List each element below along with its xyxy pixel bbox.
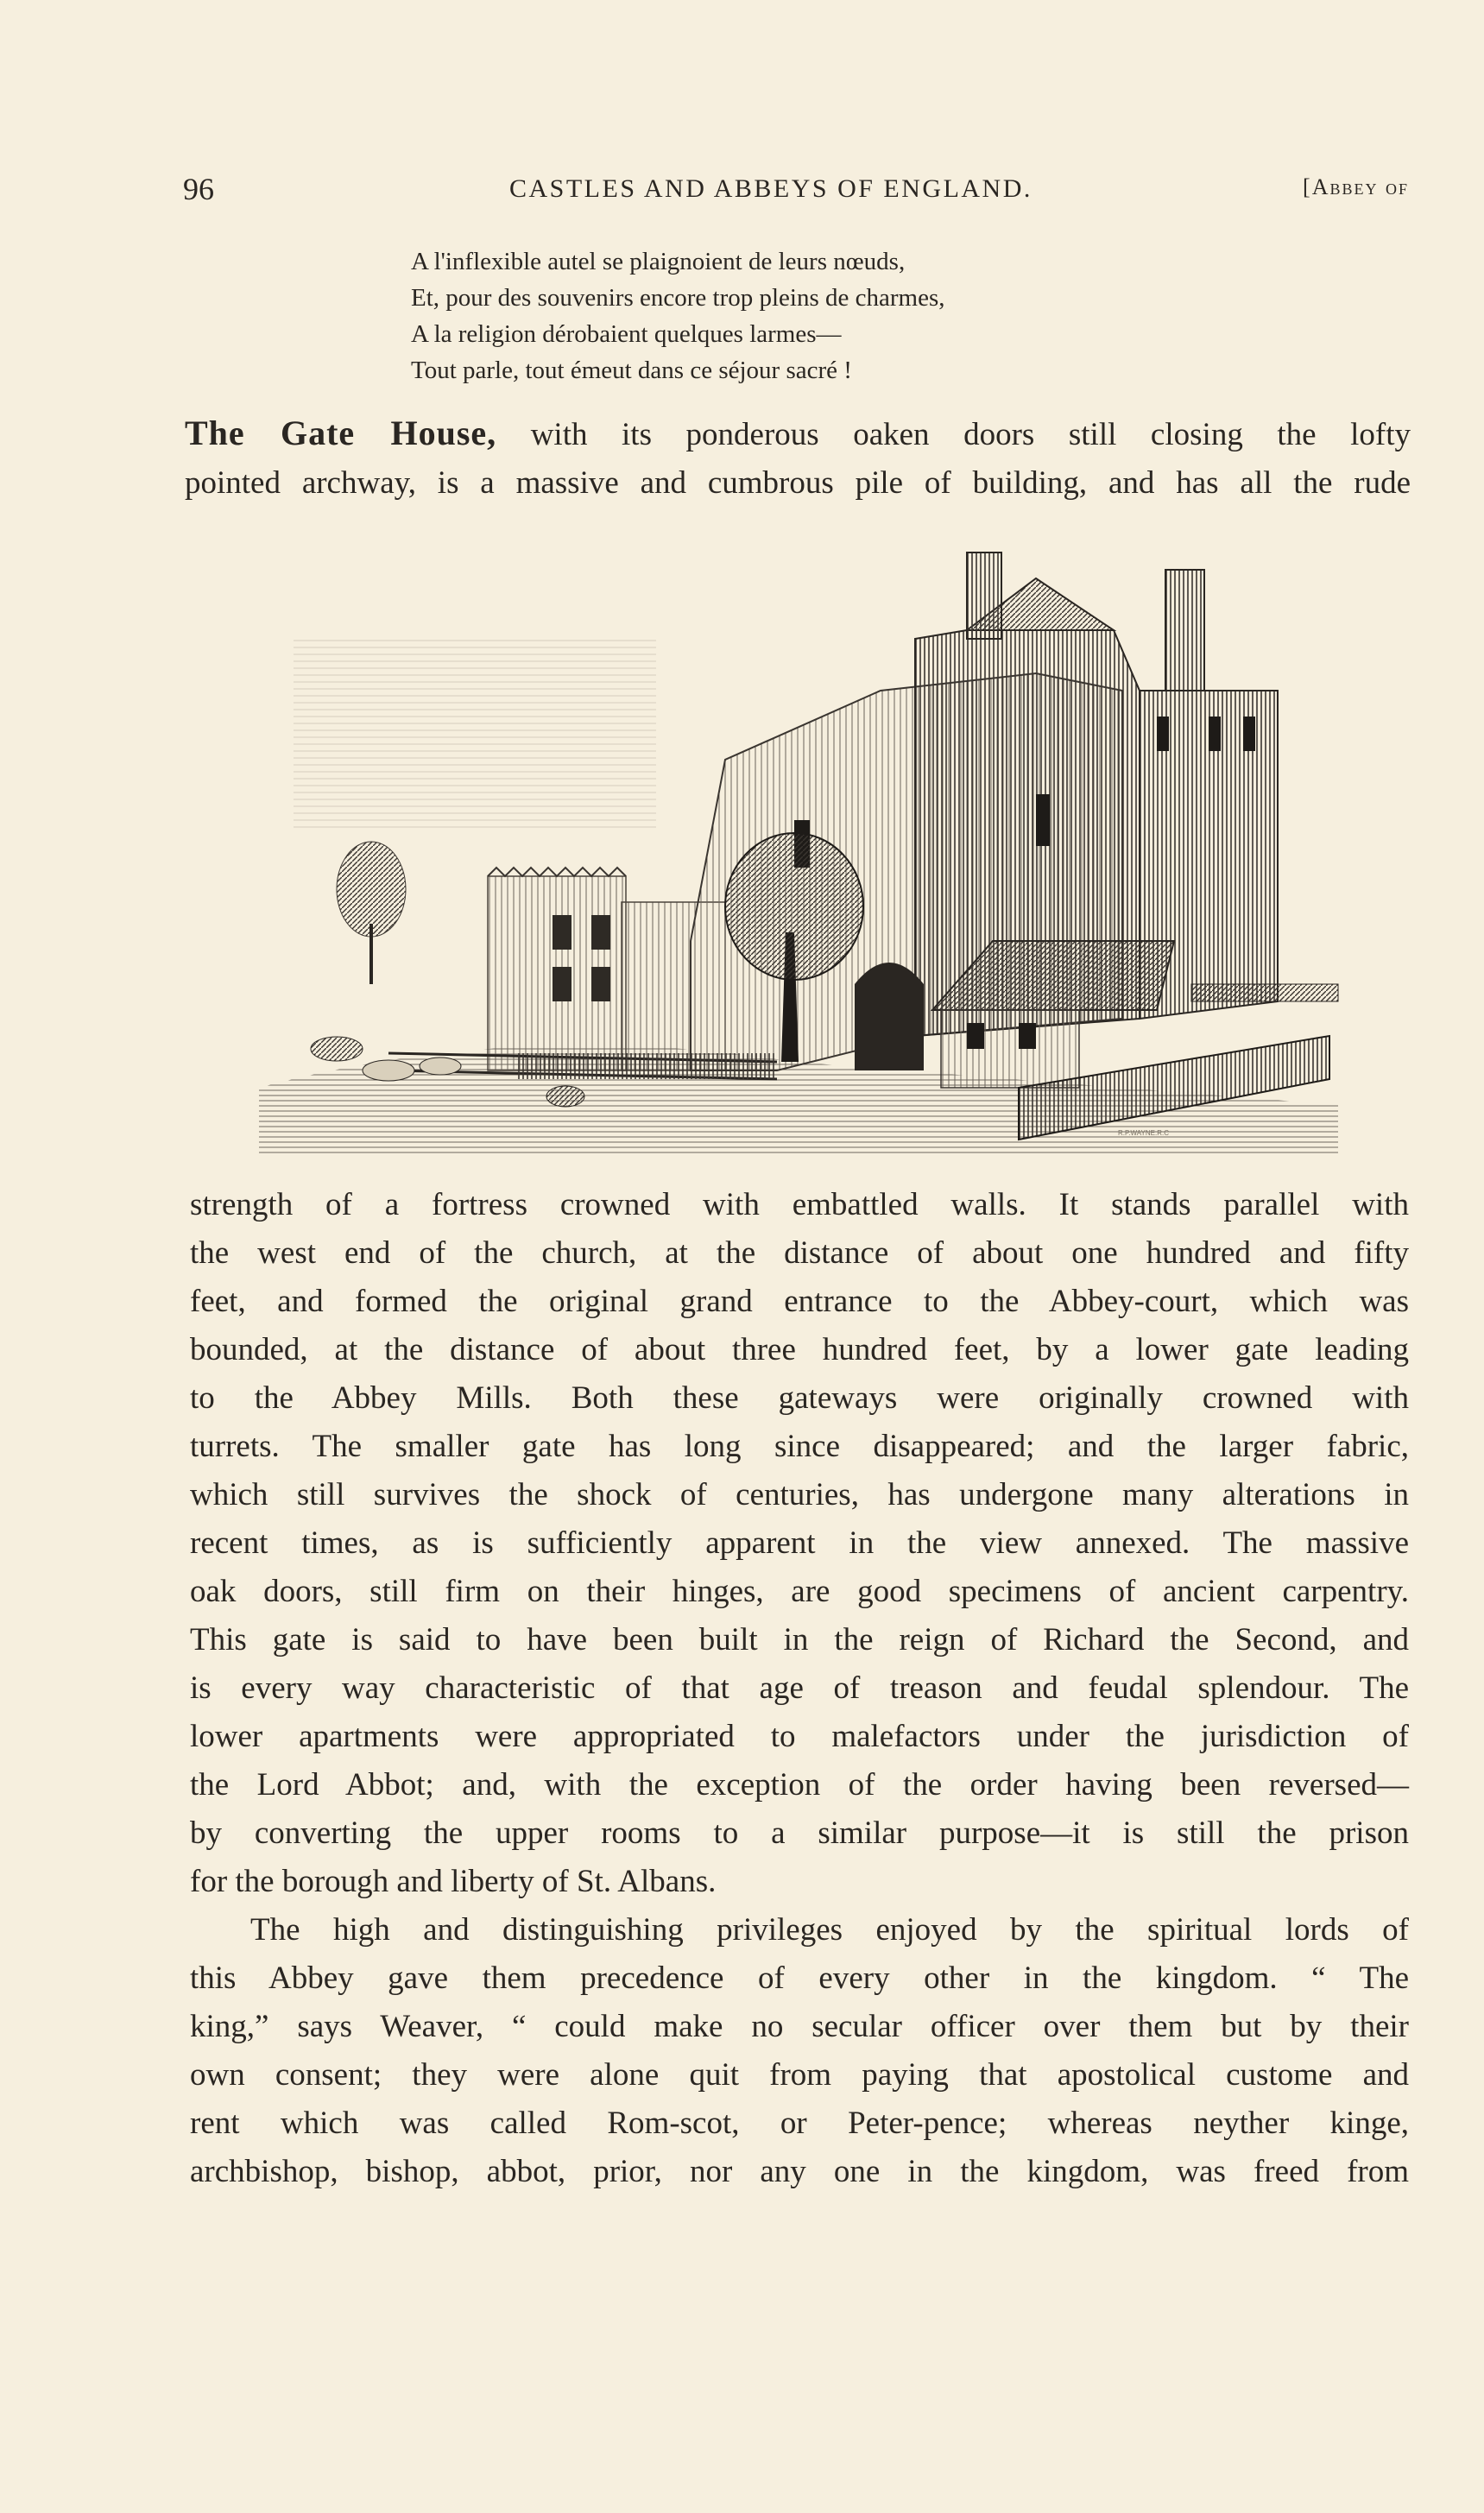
verse-line: Tout parle, tout émeut dans ce séjour sacré ! <box>411 357 852 384</box>
text-line: This gate is said to have been built in the reign of Richard the Second, and <box>190 1622 1409 1657</box>
text-line: archbishop, bishop, abbot, prior, nor any one in the kingdom, was freed from <box>190 2154 1409 2189</box>
text-line: feet, and formed the original grand entrance to the Abbey-court, which was <box>190 1284 1409 1319</box>
page-header <box>183 171 1409 223</box>
text-line: is every way characteristic of that age of treason and feudal splendour. The <box>190 1670 1409 1706</box>
text-line: to the Abbey Mills. Both these gateways were originally crowned with <box>190 1380 1409 1416</box>
text-line: oak doors, still firm on their hinges, are good specimens of ancient carpentry. <box>190 1574 1409 1609</box>
text-line: the west end of the church, at the distance of about one hundred and fifty <box>190 1235 1409 1271</box>
text-line: which still survives the shock of centuries, has undergone many alterations in <box>190 1477 1409 1512</box>
verse-line: A l'inflexible autel se plaignoient de leurs nœuds, <box>411 248 906 275</box>
intro-line-2: pointed archway, is a massive and cumbrous pile of building, and has all the rude <box>185 465 1411 501</box>
body-text <box>190 1181 1409 2196</box>
text-line: own consent; they were alone quit from paying that apostolical custome and <box>190 2057 1409 2093</box>
engraving-image <box>259 535 1381 1157</box>
running-title: CASTLES AND ABBEYS OF ENGLAND. <box>509 174 1032 203</box>
text-line: bounded, at the distance of about three hundred feet, by a lower gate leading <box>190 1332 1409 1367</box>
intro-paragraph <box>185 409 1411 508</box>
side-title: [Abbey of <box>1303 174 1409 199</box>
text-line: recent times, as is sufficiently apparent in the view annexed. The massive <box>190 1525 1409 1561</box>
text-line: The high and distinguishing privileges enjoyed by the spiritual lords of <box>250 1912 1409 1948</box>
blackletter-heading: The Gate House, <box>185 414 497 452</box>
gate-house-engraving <box>259 535 1381 1157</box>
french-verse <box>411 243 1188 388</box>
verse-line: Et, pour des souvenirs encore trop pleins de charmes, <box>411 284 945 312</box>
intro-line-1 <box>185 409 1411 459</box>
text-line: strength of a fortress crowned with embattled walls. It stands parallel with <box>190 1187 1409 1222</box>
text-line: rent which was called Rom-scot, or Peter-pence; whereas neyther kinge, <box>190 2106 1409 2141</box>
text-line: by converting the upper rooms to a similar purpose—it is still the prison <box>190 1815 1409 1851</box>
engraver-signature: R.P.WAYNE.R.C <box>1118 1129 1169 1137</box>
text-line: for the borough and liberty of St. Albans. <box>190 1864 717 1899</box>
intro-line-1-text: with its ponderous oaken doors still closing the lofty <box>530 417 1411 452</box>
text-line: turrets. The smaller gate has long since disappeared; and the larger fabric, <box>190 1429 1409 1464</box>
text-line: lower apartments were appropriated to malefactors under the jurisdiction of <box>190 1719 1409 1754</box>
verse-line: A la religion dérobaient quelques larmes— <box>411 320 842 348</box>
text-line: the Lord Abbot; and, with the exception of the order having been reversed— <box>190 1767 1409 1803</box>
text-line: king,” says Weaver, “ could make no secular officer over them but by their <box>190 2009 1409 2044</box>
text-line: this Abbey gave them precedence of every other in the kingdom. “ The <box>190 1961 1409 1996</box>
page-number: 96 <box>183 172 214 206</box>
